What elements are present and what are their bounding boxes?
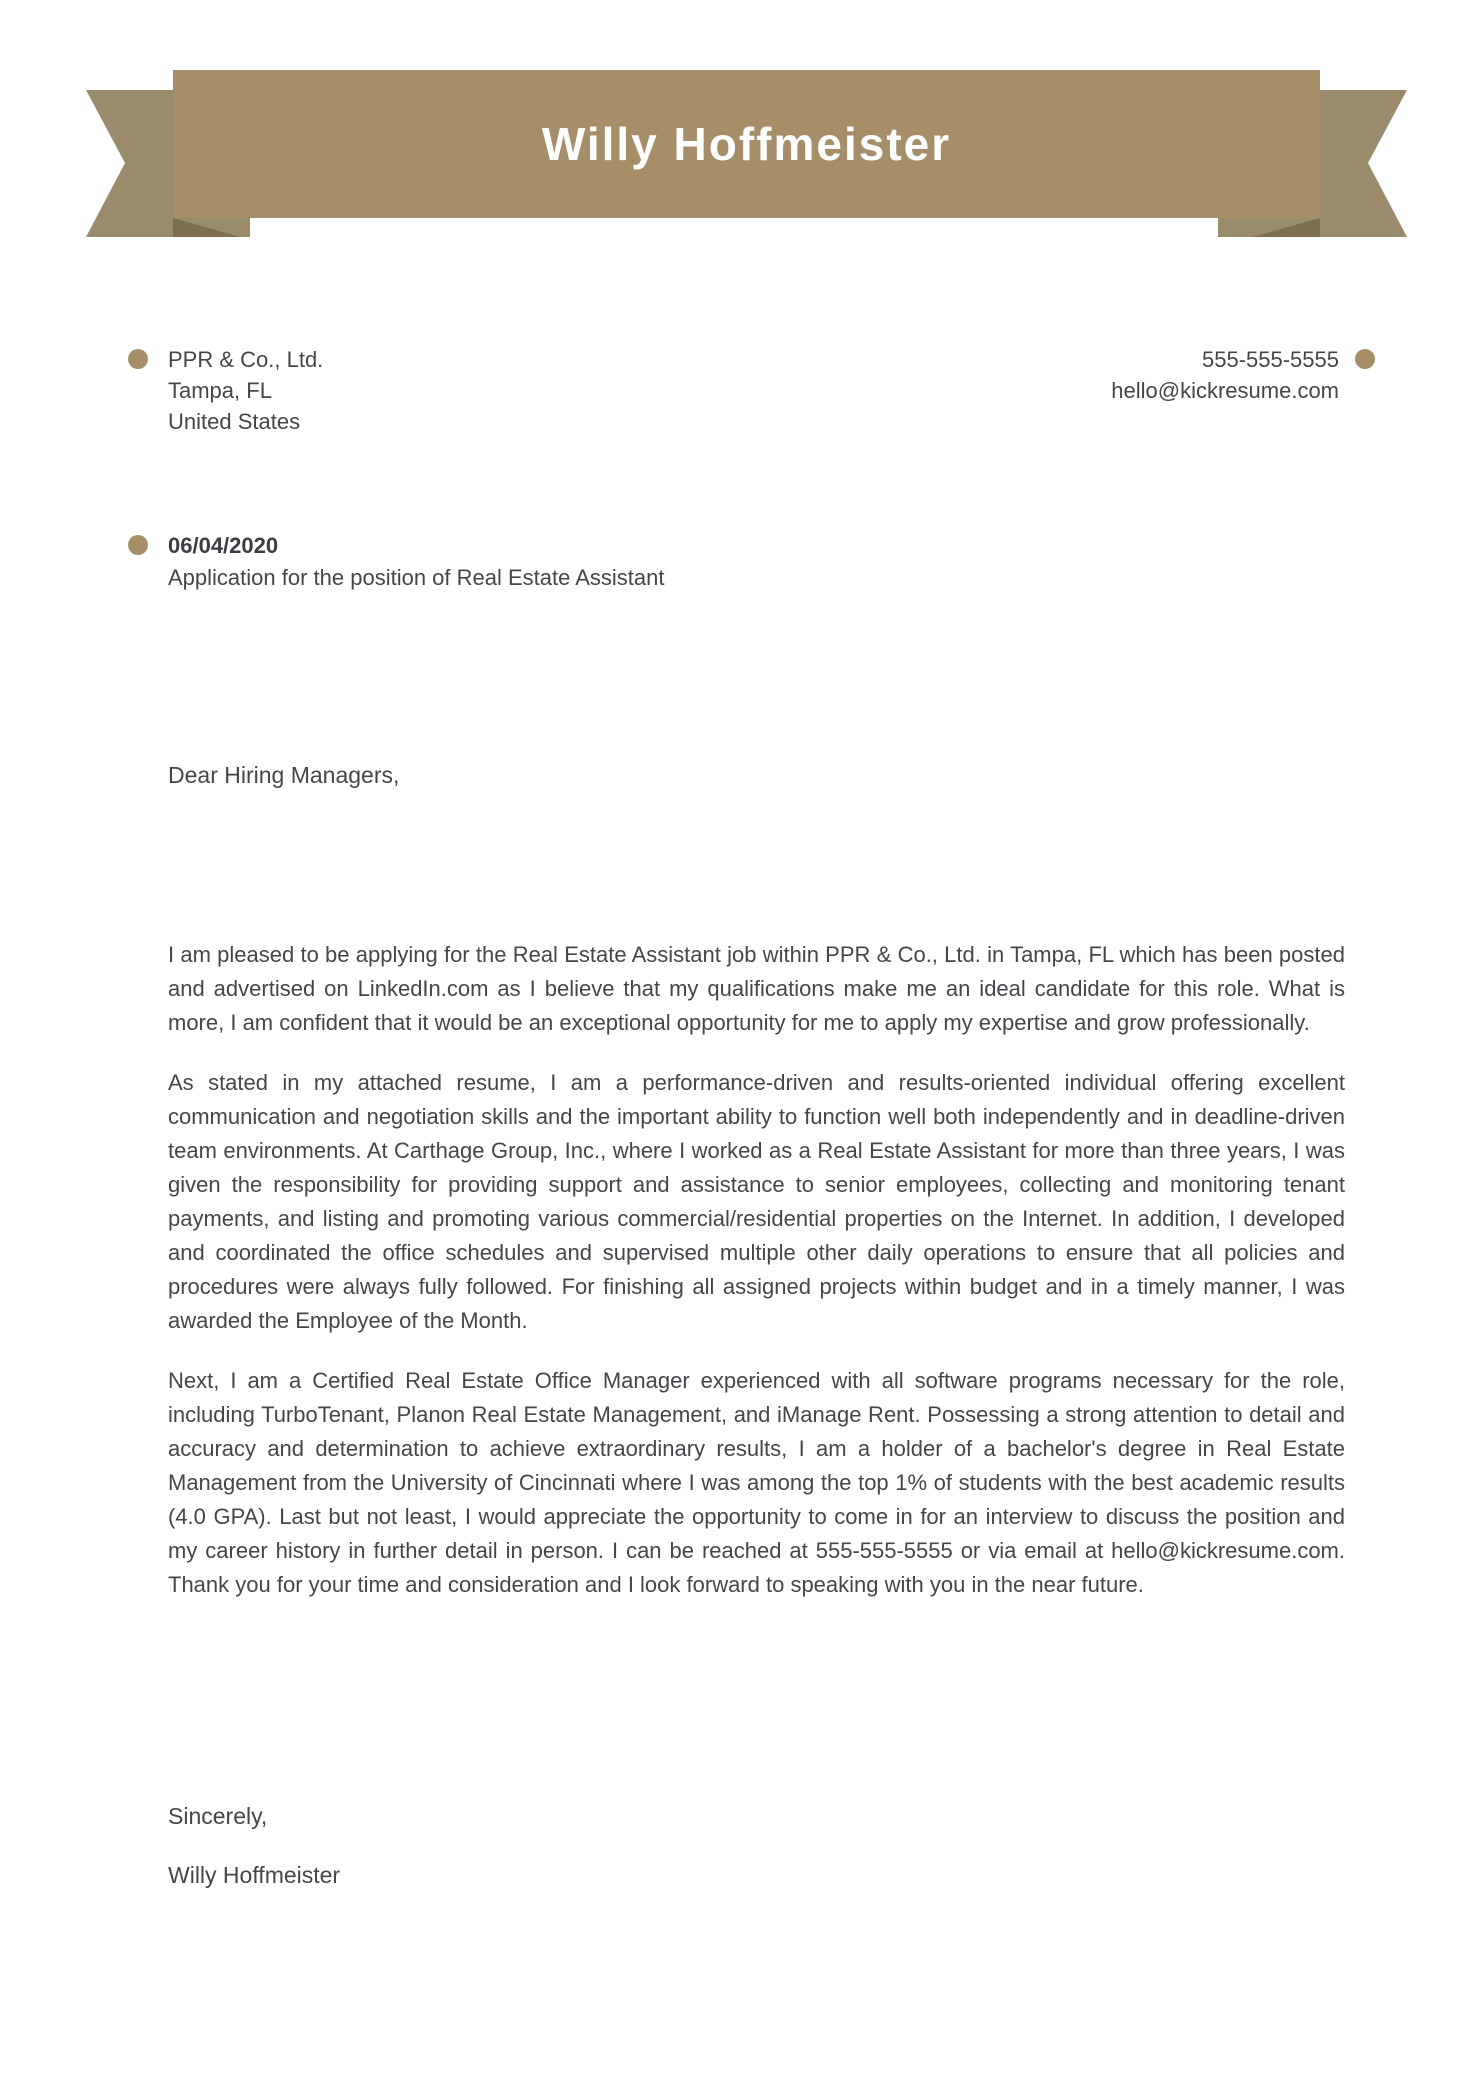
subject-lines: [168, 530, 665, 594]
signature-name: Willy Hoffmeister: [168, 1862, 341, 1888]
contact-section: [128, 344, 1375, 437]
sender-lines: [1111, 344, 1339, 406]
sender-block: [1111, 344, 1375, 406]
recipient-country: United States: [168, 409, 301, 434]
header-ribbon: [0, 0, 1468, 250]
bullet-dot-icon: [128, 535, 148, 555]
bullet-dot-icon: [1355, 349, 1375, 369]
sender-email: hello@kickresume.com: [1111, 378, 1339, 403]
bullet-dot-icon: [128, 349, 148, 369]
body-paragraph: As stated in my attached resume, I am a performance-driven and results-oriented individual offering excellent communication and negotiation skills and the important ability to function well both independently and in deadline-driven team environments. At Carthage Group, Inc., where I worked as a Real Estate Assistant for more than three years, I was given the responsibility for providing support and assistance to senior employees, collecting and monitoring tenant payments, and listing and promoting various commercial/residential properties on the Internet. In addition, I developed and coordinated the office schedules and supervised multiple other daily operations to ensure that all policies and procedures were always fully followed. For finishing all assigned projects within budget and in a timely manner, I was awarded the Employee of the Month.: [168, 1070, 1345, 1333]
recipient-lines: [168, 344, 323, 437]
subject-line: Application for the position of Real Estate Assistant: [168, 565, 665, 590]
body-paragraph: I am pleased to be applying for the Real Estate Assistant job within PPR & Co., Ltd. in Tampa, FL which has been posted and advertised on LinkedIn.com as I believe that my qualifications make me an ideal candidate for this role. What is more, I am confident that it would be an exceptional opportunity for me to apply my expertise and grow professionally.: [168, 942, 1345, 1035]
letter-date: 06/04/2020: [168, 533, 279, 558]
closing: Sincerely,: [168, 1803, 268, 1829]
recipient-company: PPR & Co., Ltd.: [168, 347, 324, 372]
sender-phone: 555-555-5555: [1201, 347, 1339, 372]
recipient-block: [128, 344, 323, 437]
body-paragraph: Next, I am a Certified Real Estate Office Manager experienced with all software programs necessary for the role, including TurboTenant, Planon Real Estate Management, and iManage Rent. Possessing a strong attention to detail and accuracy and determination to achieve extraordinary results, I am a holder of a bachelor's degree in Real Estate Management from the University of Cincinnati where I was among the top 1% of students with the best academic results (4.0 GPA). Last but not least, I would appreciate the opportunity to come in for an interview to discuss the position and my career history in further detail in person. I can be reached at 555-555-5555 or via email at hello@kickresume.com. Thank you for your time and consideration and I look forward to speaking with you in the near future.: [168, 1368, 1345, 1597]
recipient-city: Tampa, FL: [168, 378, 272, 403]
salutation: Dear Hiring Managers,: [168, 762, 400, 788]
page-title: Willy Hoffmeister: [541, 118, 952, 170]
subject-section: [128, 530, 665, 594]
letter-body: [168, 938, 1345, 1628]
